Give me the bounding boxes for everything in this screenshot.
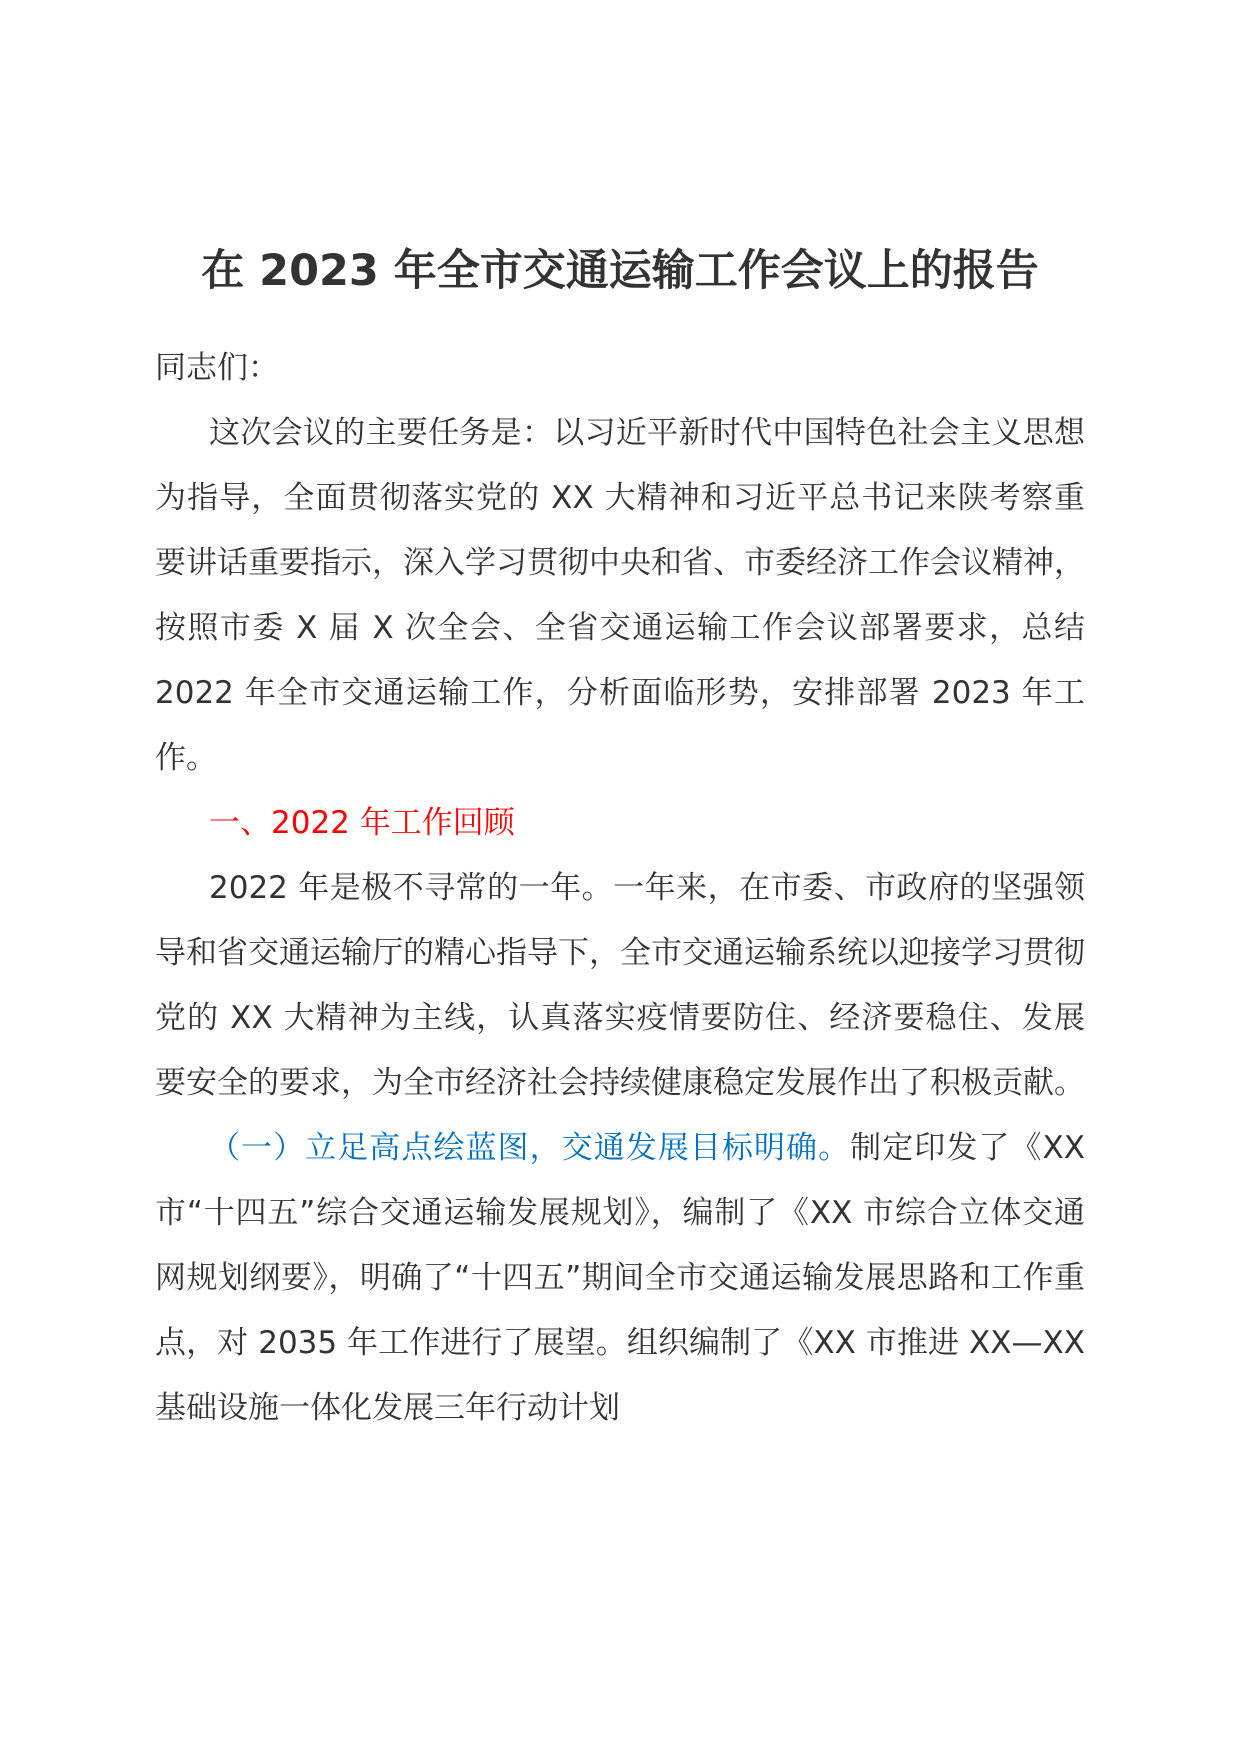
paragraph-review: 2022 年是极不寻常的一年。一年来，在市委、市政府的坚强领导和省交通运输厅的精心指导下，全市交通运输系统以迎接学习贯彻党的 XX 大精神为主线，认真落实疫情要防住、经济要稳住、发展要安全的要求，为全市经济社会持续健康稳定发展作出了积极贡献。 <box>155 870 1085 1101</box>
paragraph-subsection-1 <box>155 1116 1085 1441</box>
subsection-heading-blueprint: （一）立足高点绘蓝图，交通发展目标明确。 <box>209 1130 851 1166</box>
paragraph-intro: 这次会议的主要任务是：以习近平新时代中国特色社会主义思想为指导，全面贯彻落实党的 XX 大精神和习近平总书记来陕考察重要讲话重要指示，深入学习贯彻中央和省、市委经济工作会议精神，按照市委 X 届 X 次全会、全省交通运输工作会议部署要求，总结 2022 年全市交通运输工作，分析面临形势，安排部署 2023 年工作。 <box>155 415 1085 776</box>
document-body <box>155 336 1085 1441</box>
subsection-text-blueprint: 制定印发了《XX 市“十四五”综合交通运输发展规划》，编制了《XX 市综合立体交通网规划纲要》，明确了“十四五”期间全市交通运输发展思路和工作重点，对 2035 年工作进行了展望。组织编制了《XX 市推进 XX—XX 基础设施一体化发展三年行动计划 <box>155 1130 1085 1426</box>
salutation: 同志们： <box>155 350 279 386</box>
document-title: 在 2023 年全市交通运输工作会议上的报告 <box>201 246 1039 296</box>
section-heading-review: 一、2022 年工作回顾 <box>209 805 515 841</box>
